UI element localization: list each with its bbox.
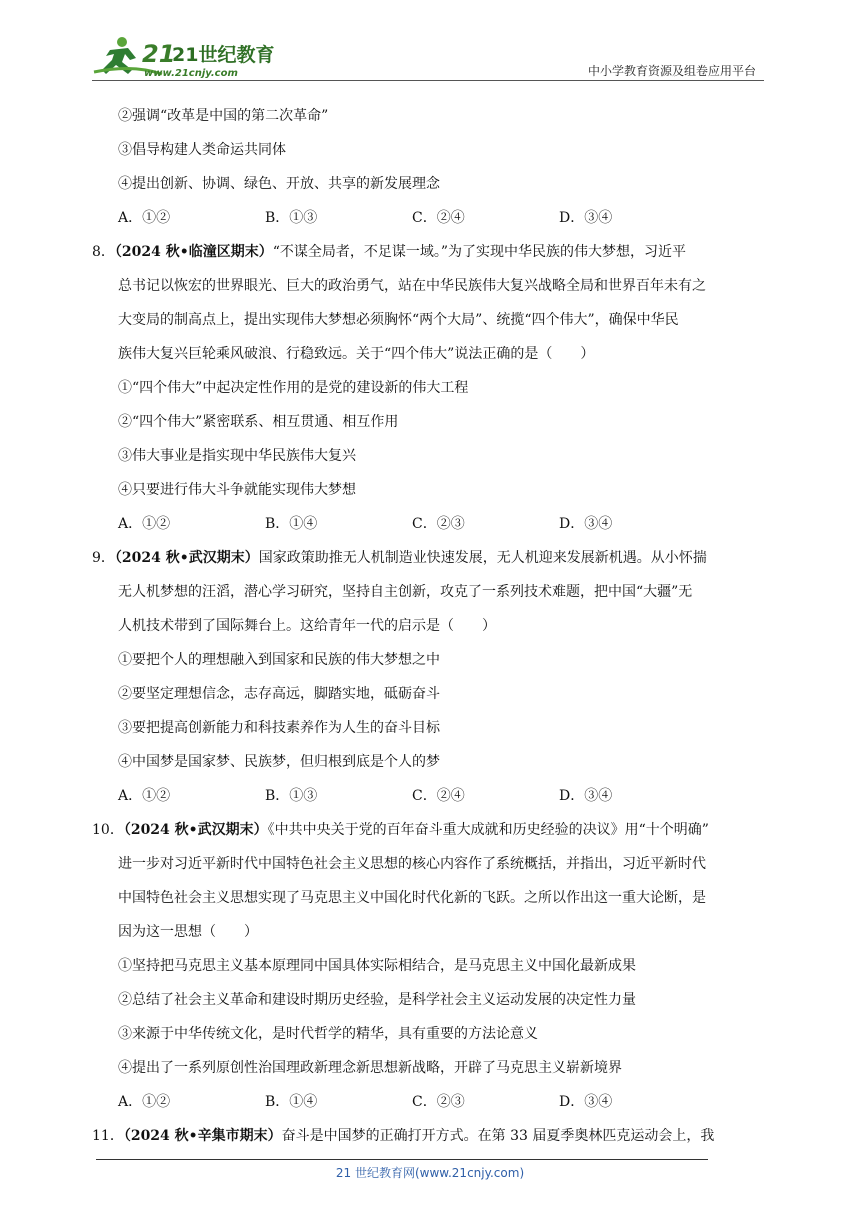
answer-options [92,1085,764,1119]
question-source: （2024 秋•武汉期末） [114,550,259,566]
stem-text: 大变局的制高点上，提出实现伟大梦想必须胸怀“两个大局”、统揽“四个伟大”，确保中华民 [118,312,679,328]
answer-options [92,507,764,541]
stem-text: 无人机梦想的汪滔，潜心学习研究，坚持自主创新，攻克了一系列技术难题，把中国“大疆”无 [118,584,693,600]
question-stem [92,813,764,847]
svg-text:www.21cnjy.com: www.21cnjy.com [144,68,238,79]
footer-text: 21 世纪教育网(www.21cnjy.com) [335,1166,525,1180]
question-source: （2024 秋•临潼区期末） [114,244,273,260]
question-stem [92,541,764,575]
question-11 [92,1119,764,1153]
question-list [92,99,764,1153]
question-number: 10． [92,822,124,838]
choice-item: ③要把提高创新能力和科技素养作为人生的奋斗目标 [118,720,440,736]
option-a: A．①② [118,210,171,226]
question-stem [92,235,764,269]
choice-item: ③伟大事业是指实现中华民族伟大复兴 [118,448,356,464]
option-c: C．②③ [412,516,465,532]
option-d: D．③④ [559,788,613,804]
choice-item: ④提出创新、协调、绿色、开放、共享的新发展理念 [118,176,440,192]
header-divider [92,80,764,81]
option-b: B．①④ [265,1094,318,1110]
question-9 [92,541,764,813]
header-tagline: 中小学教育资源及组卷应用平台 [587,64,756,78]
question-source: （2024 秋•辛集市期末） [123,1128,282,1144]
stem-text: 族伟大复兴巨轮乘风破浪、行稳致远。关于“四个伟大”说法正确的是（ ） [118,346,595,362]
page-header [92,34,764,82]
choice-item: ④提出了一系列原创性治国理政新理念新思想新战略，开辟了马克思主义崭新境界 [118,1060,622,1076]
question-stem [92,1119,764,1153]
choice-item: ②强调“改革是中国的第二次革命” [118,108,329,124]
stem-text: “不谋全局者，不足谋一域。”为了实现中华民族的伟大梦想，习近平 [272,244,687,260]
option-a: A．①② [118,788,171,804]
option-c: C．②④ [412,210,465,226]
stem-text: 人机技术带到了国际舞台上。这给青年一代的启示是（ ） [118,618,496,634]
choice-item: ②“四个伟大”紧密联系、相互贯通、相互作用 [118,414,399,430]
stem-text: 奋斗是中国梦的正确打开方式。在第 33 届夏季奥林匹克运动会上，我 [281,1128,715,1144]
choice-item: ②要坚定理想信念，志存高远，脚踏实地，砥砺奋斗 [118,686,440,702]
option-a: A．①② [118,1094,171,1110]
question-number: 8． [92,244,115,260]
question-10 [92,813,764,1119]
logo-21cnjy [92,34,275,80]
stem-text: 因为这一思想（ ） [118,924,258,940]
question-number: 9． [92,550,115,566]
option-d: D．③④ [559,516,613,532]
question-8 [92,235,764,541]
question-number: 11． [92,1128,124,1144]
option-d: D．③④ [559,210,613,226]
option-d: D．③④ [559,1094,613,1110]
answer-options [92,779,764,813]
svg-text:21世纪教育: 21世纪教育 [172,44,275,66]
question-7-continued [92,99,764,235]
choice-item: ④只要进行伟大斗争就能实现伟大梦想 [118,482,356,498]
svg-text:21: 21 [142,40,176,68]
choice-item: ①要把个人的理想融入到国家和民族的伟大梦想之中 [118,652,440,668]
option-b: B．①③ [265,788,318,804]
footer-divider [96,1159,708,1160]
choice-item: ②总结了社会主义革命和建设时期历史经验，是科学社会主义运动发展的决定性力量 [118,992,636,1008]
stem-text: 中国特色社会主义思想实现了马克思主义中国化时代化新的飞跃。之所以作出这一重大论断，是 [118,890,706,906]
option-b: B．①③ [265,210,318,226]
choice-item: ①坚持把马克思主义基本原理同中国具体实际相结合，是马克思主义中国化最新成果 [118,958,636,974]
option-c: C．②③ [412,1094,465,1110]
option-b: B．①④ [265,516,318,532]
stem-text: 《中共中央关于党的百年奋斗重大成就和历史经验的决议》用“十个明确” [267,822,709,838]
stem-text: 国家政策助推无人机制造业快速发展，无人机迎来发展新机遇。从小怀揣 [258,550,707,566]
stem-text: 总书记以恢宏的世界眼光、巨大的政治勇气，站在中华民族伟大复兴战略全局和世界百年未有之 [118,278,706,294]
stem-text: 进一步对习近平新时代中国特色社会主义思想的核心内容作了系统概括，并指出，习近平新时代 [118,856,706,872]
choice-item: ③倡导构建人类命运共同体 [118,142,286,158]
question-source: （2024 秋•武汉期末） [123,822,268,838]
choice-item: ④中国梦是国家梦、民族梦，但归根到底是个人的梦 [118,754,440,770]
option-c: C．②④ [412,788,465,804]
answer-options [92,201,764,235]
choice-item: ③来源于中华传统文化，是时代哲学的精华，具有重要的方法论意义 [118,1026,538,1042]
option-a: A．①② [118,516,171,532]
choice-item: ①“四个伟大”中起决定性作用的是党的建设新的伟大工程 [118,380,469,396]
